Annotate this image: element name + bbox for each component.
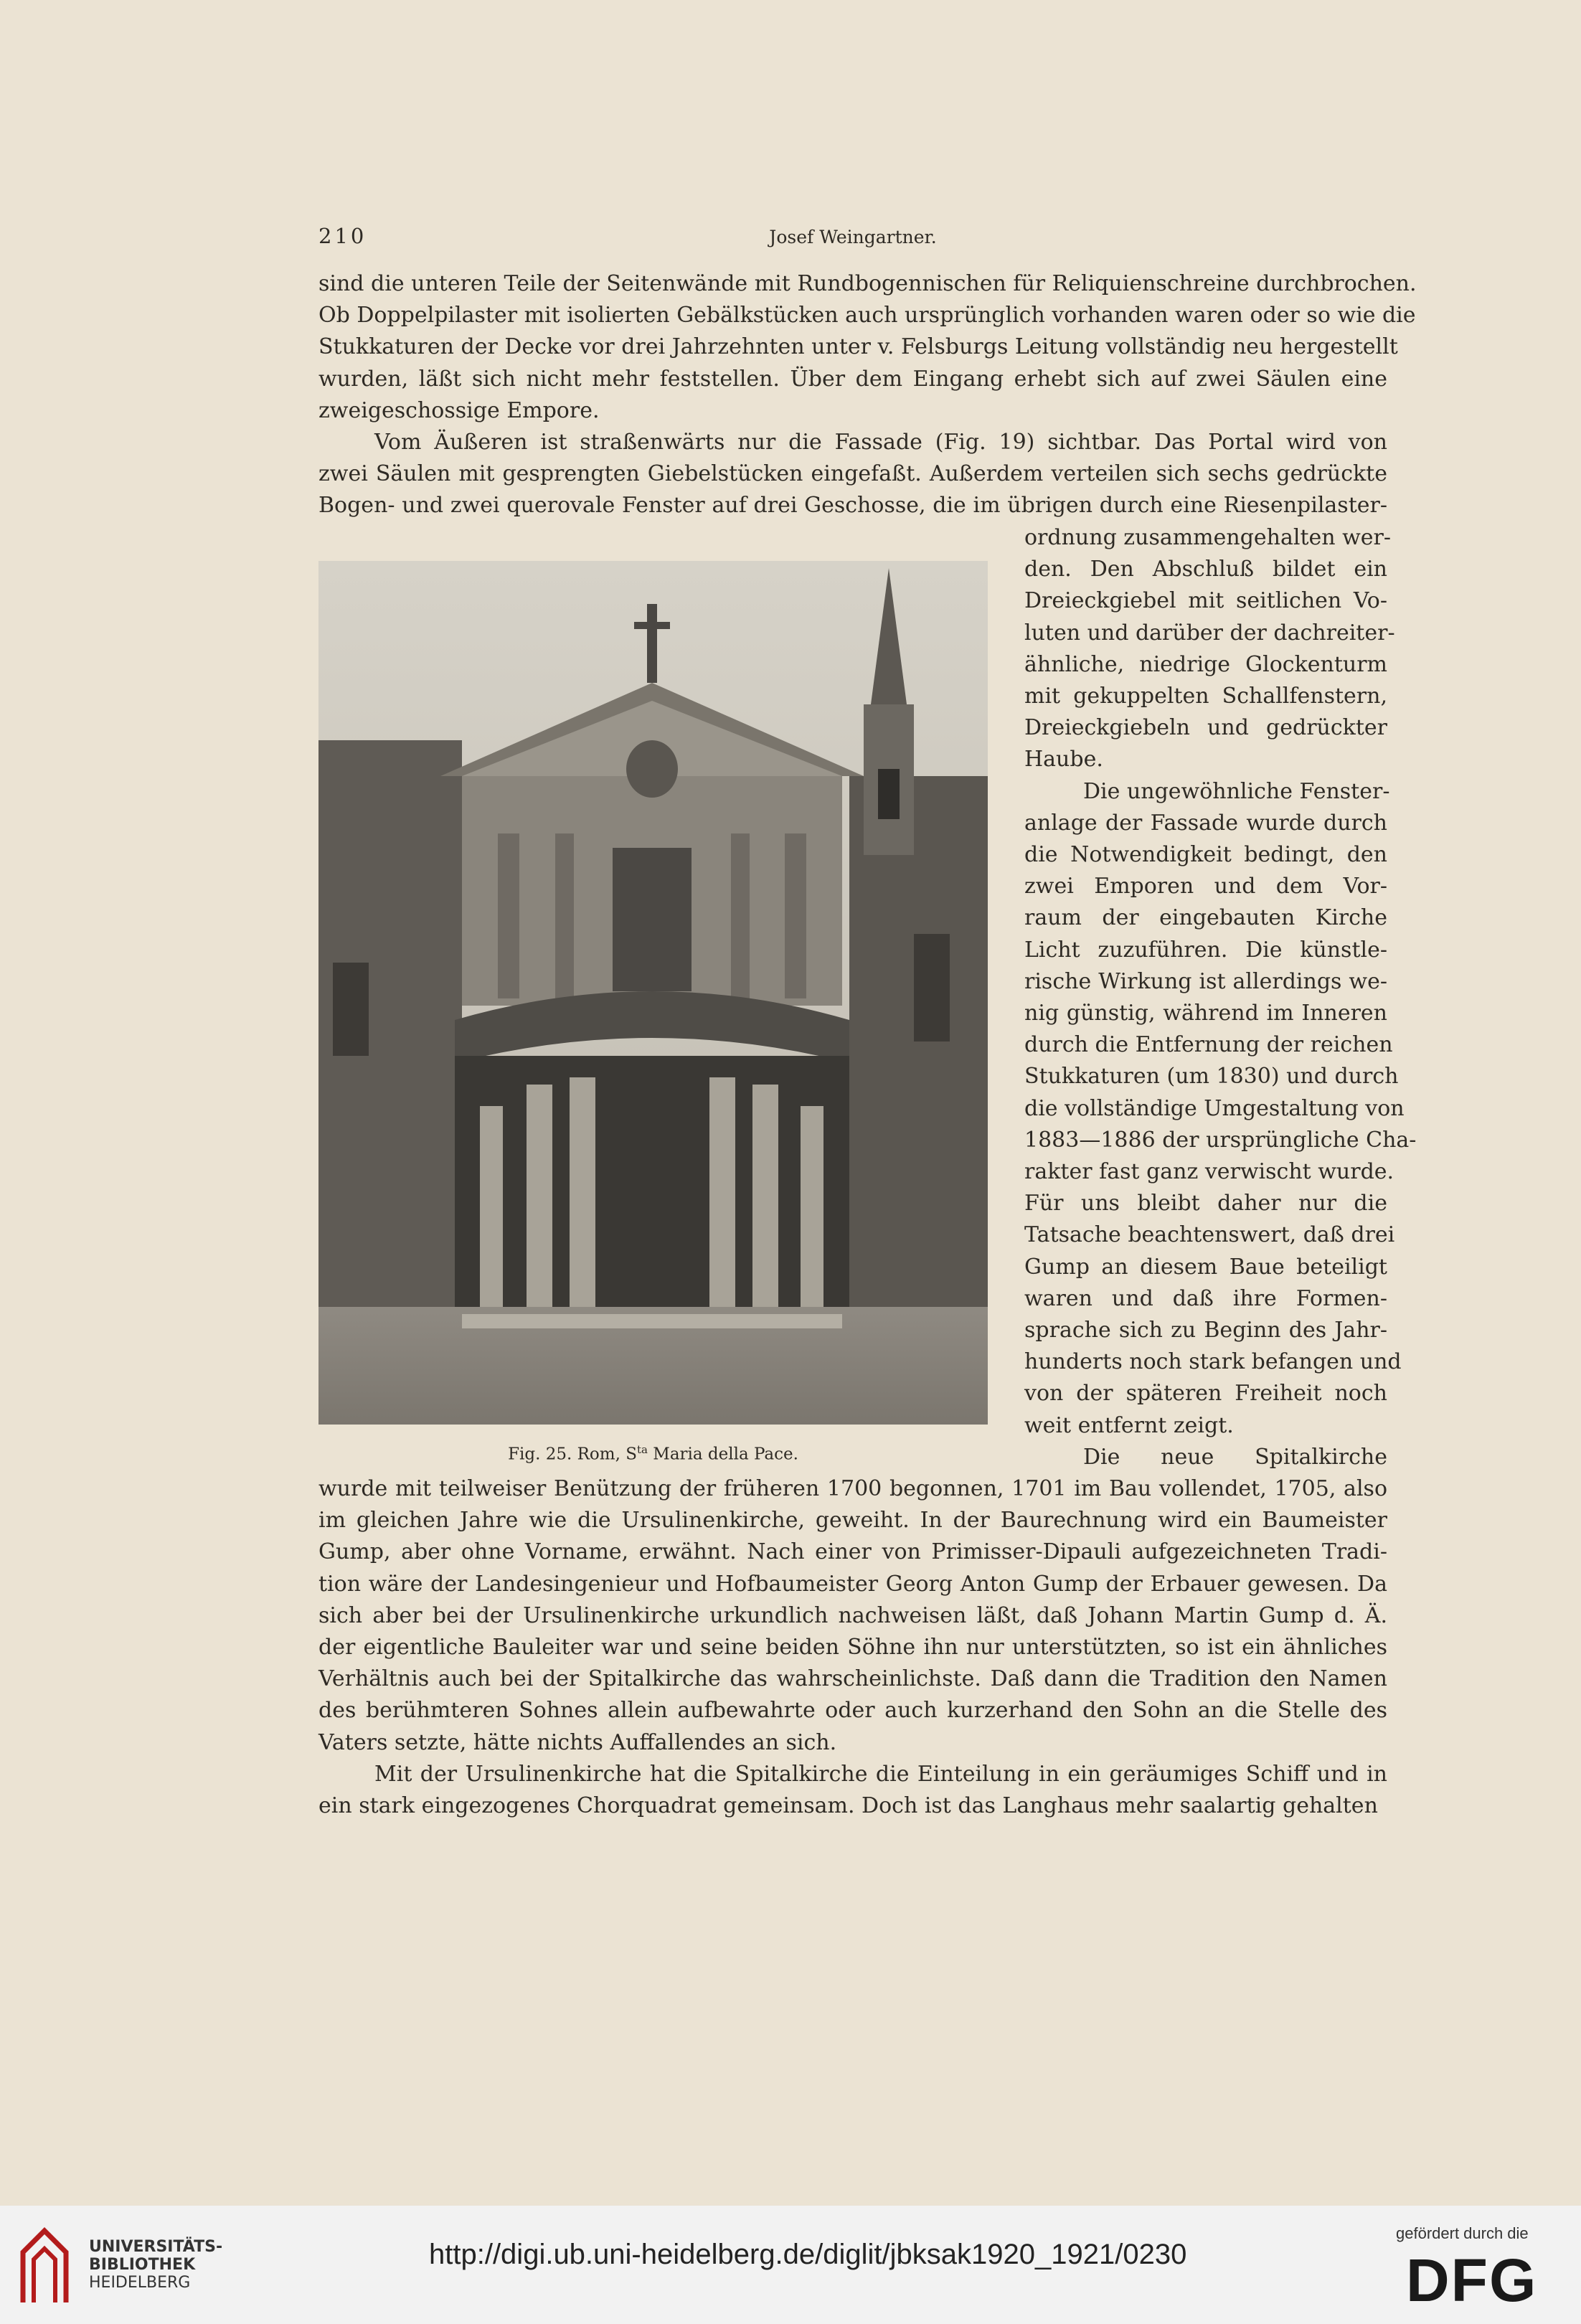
text-line: tion wäre der Landesingenieur und Hofbaumeister Georg Anton Gump der Erbauer gewesen. Da [318,1571,1387,1597]
text-line: sind die unteren Teile der Seitenwände mit Rundbogennischen für Reliquienschreine durchbrochen. [318,271,1417,296]
page-header [318,224,1387,252]
text-line: sich aber bei der Ursulinenkirche urkundlich nachweisen läßt, daß Johann Martin Gump d. Ä. [318,1602,1387,1628]
text-line: Stukkaturen (um 1830) und durch [1024,1064,1399,1090]
text-line: rische Wirkung ist allerdings we- [1024,968,1387,994]
library-line-3: HEIDELBERG [89,2274,191,2292]
text-line: zwei Säulen mit gesprengten Giebelstücken eingefaßt. Außerdem verteilen sich sechs gedrückte [318,461,1387,487]
text-line: Haube. [1024,747,1103,773]
text-line: Vaters setzte, hätte nichts Auffallendes an sich. [318,1729,837,1755]
text-line: mit gekuppelten Schallfenstern, [1024,684,1387,709]
text-line: 1883—1886 der ursprüngliche Cha- [1024,1127,1417,1153]
text-line: Gump an diesem Baue beteiligt [1024,1254,1387,1280]
text-line: raum der eingebauten Kirche [1024,905,1387,931]
text-line: den. Den Abschluß bildet ein [1024,557,1387,582]
text-line: zweigeschossige Empore. [318,397,600,423]
text-line: anlage der Fassade wurde durch [1024,810,1387,836]
text-line: Die neue Spitalkirche [1083,1444,1387,1470]
text-line: Für uns bleibt daher nur die [1024,1191,1387,1217]
library-logo-icon [16,2224,73,2310]
caption-superscript: ta [636,1443,648,1456]
library-name [89,2238,222,2292]
text-line: sprache sich zu Beginn des Jahr- [1024,1318,1387,1343]
text-line: Gump, aber ohne Vorname, erwähnt. Nach einer von Primisser-Dipauli aufgezeichneten Tradi- [318,1539,1387,1565]
text-line: zwei Emporen und dem Vor- [1024,874,1387,899]
footer-bar [0,2206,1581,2324]
text-line: rakter fast ganz verwischt wurde. [1024,1159,1394,1184]
text-line: Tatsache beachtenswert, daß drei [1024,1222,1395,1248]
running-title: Josef Weingartner. [769,227,937,247]
caption-prefix: Fig. 25. Rom, S [508,1445,637,1464]
page-number: 210 [318,224,367,248]
text-line: nig günstig, während im Inneren [1024,1001,1387,1026]
text-line: die vollständige Umgestaltung von [1024,1095,1405,1121]
text-line: wurde mit teilweiser Benützung der früheren 1700 begonnen, 1701 im Bau vollendet, 1705, also [318,1476,1387,1501]
text-line: Bogen- und zwei querovale Fenster auf drei Geschosse, die im übrigen durch eine Riesenpilaster- [318,493,1387,519]
text-line: die Notwendigkeit bedingt, den [1024,842,1387,867]
dfg-logo: DFG [1406,2247,1538,2314]
text-line: waren und daß ihre Formen- [1024,1285,1387,1311]
text-line: Die ungewöhnliche Fenster- [1083,778,1390,804]
text-line: Dreieckgiebel mit seitlichen Vo- [1024,588,1387,614]
text-line: wurden, läßt sich nicht mehr feststellen. Über dem Eingang erhebt sich auf zwei Säulen eine [318,366,1387,392]
text-line: Stukkaturen der Decke vor drei Jahrzehnten unter v. Felsburgs Leitung vollständig neu hergestellt [318,334,1398,360]
text-line: hunderts noch stark befangen und [1024,1349,1402,1375]
text-line: Vom Äußeren ist straßenwärts nur die Fassade (Fig. 19) sichtbar. Das Portal wird von [374,430,1387,455]
support-text: gefördert durch die [1396,2224,1529,2242]
text-line: im gleichen Jahre wie die Ursulinenkirche, geweiht. In der Baurechnung wird ein Baumeister [318,1508,1387,1534]
caption-suffix: Maria della Pace. [647,1445,798,1464]
text-line: ein stark eingezogenes Chorquadrat gemeinsam. Doch ist das Langhaus mehr saalartig gehalten [318,1793,1378,1818]
figure-photo-santa-maria-della-pace [318,561,988,1425]
library-line-1: UNIVERSITÄTS- [89,2238,223,2256]
text-line: Dreieckgiebeln und gedrückter [1024,715,1387,741]
text-line: der eigentliche Bauleiter war und seine beiden Söhne ihn nur unterstützten, so ist ein ähnliches [318,1635,1387,1660]
library-line-2: BIBLIOTHEK [89,2256,196,2274]
text-line: luten und darüber der dachreiter- [1024,620,1395,646]
text-line: durch die Entfernung der reichen [1024,1032,1393,1058]
text-line: weit entfernt zeigt. [1024,1412,1234,1438]
text-line: ordnung zusammengehalten wer- [1024,525,1392,550]
text-line: Verhältnis auch bei der Spitalkirche das wahrscheinlichste. Daß dann die Tradition den Namen [318,1666,1387,1692]
figure-caption [318,1443,988,1464]
text-line: Licht zuzuführen. Die künstle- [1024,937,1387,963]
permalink-url[interactable]: http://digi.ub.uni-heidelberg.de/diglit/jbksak1920_1921/0230 [429,2239,1187,2270]
text-line: ähnliche, niedrige Glockenturm [1024,651,1387,677]
text-line: von der späteren Freiheit noch [1024,1381,1387,1407]
text-line: des berühmteren Sohnes allein aufbewahrte oder auch kurzerhand den Sohn an die Stelle des [318,1698,1387,1724]
text-line: Mit der Ursulinenkirche hat die Spitalkirche die Einteilung in ein geräumiges Schiff und in [374,1761,1387,1787]
text-line: Ob Doppelpilaster mit isolierten Gebälkstücken auch ursprünglich vorhanden waren oder so wie die [318,303,1416,329]
